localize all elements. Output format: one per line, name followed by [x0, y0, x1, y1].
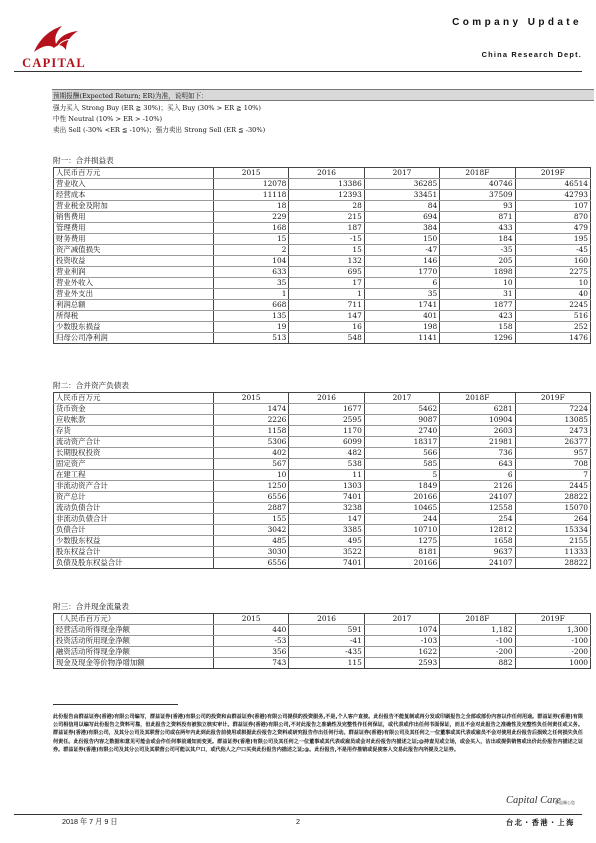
- row-label: 利润总额: [54, 300, 214, 311]
- table-cell: 871: [440, 212, 515, 223]
- row-label: 应收帐款: [54, 415, 214, 426]
- disclaimer-divider: [53, 704, 178, 705]
- table-cell: -200: [440, 647, 515, 658]
- table-cell: 1170: [289, 426, 364, 437]
- row-label: 非流动资产合计: [54, 481, 214, 492]
- table-cell: 28822: [515, 558, 590, 569]
- table-cell: 711: [289, 300, 364, 311]
- table-cell: 184: [440, 234, 515, 245]
- table-cell: 882: [440, 658, 515, 669]
- column-header-year: 2017: [364, 393, 439, 404]
- table-cell: 13085: [515, 415, 590, 426]
- row-label: 管理费用: [54, 223, 214, 234]
- table-cell: 40: [515, 289, 590, 300]
- balance-sheet-title: 附二：合并资产负债表: [53, 381, 129, 390]
- table-cell: 147: [289, 311, 364, 322]
- table-cell: 10: [440, 278, 515, 289]
- table-cell: 2603: [440, 426, 515, 437]
- table-cell: 15: [214, 234, 289, 245]
- table-cell: 633: [214, 267, 289, 278]
- table-cell: 198: [364, 322, 439, 333]
- table-cell: -41: [289, 636, 364, 647]
- table-cell: 2473: [515, 426, 590, 437]
- table-cell: 21981: [440, 437, 515, 448]
- table-row: [54, 503, 591, 514]
- table-cell: 548: [289, 333, 364, 344]
- report-type-title: Company Update: [452, 17, 582, 28]
- table-cell: 1158: [214, 426, 289, 437]
- table-cell: 244: [364, 514, 439, 525]
- row-label: 存货: [54, 426, 214, 437]
- table-cell: 28822: [515, 492, 590, 503]
- table-row: [54, 278, 591, 289]
- table-cell: 24107: [440, 492, 515, 503]
- table-row: [54, 481, 591, 492]
- table-cell: 6556: [214, 558, 289, 569]
- table-cell: 252: [515, 322, 590, 333]
- table-cell: 150: [364, 234, 439, 245]
- table-row: [54, 558, 591, 569]
- table-cell: 84: [364, 201, 439, 212]
- table-cell: 15070: [515, 503, 590, 514]
- row-label: 销售费用: [54, 212, 214, 223]
- column-header-year: 2018F: [440, 393, 515, 404]
- table-cell: 585: [364, 459, 439, 470]
- table-header-row: [54, 614, 591, 625]
- row-label: 经营活动所得现金净额: [54, 625, 214, 636]
- table-cell: 1677: [289, 404, 364, 415]
- table-cell: 93: [440, 201, 515, 212]
- table-cell: 2155: [515, 536, 590, 547]
- table-cell: 1658: [440, 536, 515, 547]
- table-cell: 12812: [440, 525, 515, 536]
- row-label: 营业利润: [54, 267, 214, 278]
- table-cell: 11333: [515, 547, 590, 558]
- office-cities: 台北・香港・上海: [506, 818, 575, 827]
- table-row: [54, 636, 591, 647]
- table-row: [54, 201, 591, 212]
- table-cell: 1849: [364, 481, 439, 492]
- table-cell: 12078: [214, 179, 289, 190]
- table-cell: 7401: [289, 558, 364, 569]
- table-cell: 10710: [364, 525, 439, 536]
- table-cell: 11: [289, 470, 364, 481]
- table-row: [54, 459, 591, 470]
- column-header-year: 2016: [289, 393, 364, 404]
- table-row: [54, 437, 591, 448]
- table-cell: -200: [515, 647, 590, 658]
- rating-definition-heading: 预期报酬(Expected Return; ER)为准，说明如下：: [52, 89, 594, 101]
- table-row: [54, 289, 591, 300]
- table-cell: 10465: [364, 503, 439, 514]
- row-label: 营业外支出: [54, 289, 214, 300]
- capital-care-brand-cn: 群益關心您: [555, 800, 575, 805]
- table-cell: -100: [515, 636, 590, 647]
- table-cell: 13386: [289, 179, 364, 190]
- table-cell: 513: [214, 333, 289, 344]
- table-row: [54, 322, 591, 333]
- row-label: 固定资产: [54, 459, 214, 470]
- table-cell: 9637: [440, 547, 515, 558]
- table-row: [54, 190, 591, 201]
- table-cell: 482: [289, 448, 364, 459]
- table-cell: 1476: [515, 333, 590, 344]
- logo-text: CAPITAL: [22, 56, 86, 70]
- table-cell: 538: [289, 459, 364, 470]
- table-cell: -435: [289, 647, 364, 658]
- table-row: [54, 525, 591, 536]
- table-cell: 42793: [515, 190, 590, 201]
- table-cell: 7224: [515, 404, 590, 415]
- table-cell: 567: [214, 459, 289, 470]
- table-cell: 591: [289, 625, 364, 636]
- table-cell: 146: [364, 256, 439, 267]
- table-cell: 9087: [364, 415, 439, 426]
- table-cell: 402: [214, 448, 289, 459]
- page-number: 2: [296, 817, 300, 826]
- row-label: 在建工程: [54, 470, 214, 481]
- table-row: [54, 536, 591, 547]
- column-header-year: 2017: [364, 614, 439, 625]
- column-header-unit: 人民币百万元: [54, 168, 214, 179]
- table-cell: 401: [364, 311, 439, 322]
- column-header-year: 2019F: [515, 614, 590, 625]
- table-cell: 2245: [515, 300, 590, 311]
- table-cell: 28: [289, 201, 364, 212]
- table-cell: 20166: [364, 558, 439, 569]
- table-cell: 6099: [289, 437, 364, 448]
- table-cell: 6: [364, 278, 439, 289]
- table-cell: 115: [289, 658, 364, 669]
- table-cell: 384: [364, 223, 439, 234]
- table-cell: 1898: [440, 267, 515, 278]
- table-cell: 135: [214, 311, 289, 322]
- cash-flow-title: 附三：合并现金流量表: [53, 602, 129, 611]
- row-label: 财务费用: [54, 234, 214, 245]
- table-row: [54, 267, 591, 278]
- table-row: [54, 404, 591, 415]
- table-cell: 16: [289, 322, 364, 333]
- header-divider: [14, 71, 582, 72]
- table-row: [54, 426, 591, 437]
- table-row: [54, 245, 591, 256]
- row-label: 现金及现金等价物净增加额: [54, 658, 214, 669]
- row-label: 融资活动所得现金净额: [54, 647, 214, 658]
- table-row: [54, 547, 591, 558]
- table-row: [54, 492, 591, 503]
- table-cell: 254: [440, 514, 515, 525]
- table-cell: 566: [364, 448, 439, 459]
- table-cell: -35: [440, 245, 515, 256]
- column-header-year: 2017: [364, 168, 439, 179]
- table-row: [54, 658, 591, 669]
- balance-sheet-table: [53, 392, 591, 569]
- table-cell: 31: [440, 289, 515, 300]
- table-row: [54, 234, 591, 245]
- row-label: 长期股权投资: [54, 448, 214, 459]
- table-cell: 694: [364, 212, 439, 223]
- row-label: 归母公司净利润: [54, 333, 214, 344]
- table-row: [54, 256, 591, 267]
- table-header-row: [54, 393, 591, 404]
- table-cell: 708: [515, 459, 590, 470]
- table-cell: 1296: [440, 333, 515, 344]
- table-cell: 736: [440, 448, 515, 459]
- column-header-unit: （人民币百万元）: [54, 614, 214, 625]
- table-cell: 695: [289, 267, 364, 278]
- income-statement-title: 附一：合并损益表: [53, 156, 114, 165]
- table-cell: 10904: [440, 415, 515, 426]
- table-cell: -15: [289, 234, 364, 245]
- table-cell: 2595: [289, 415, 364, 426]
- table-cell: 516: [515, 311, 590, 322]
- cash-flow-table: [53, 613, 591, 669]
- row-label: 流动资产合计: [54, 437, 214, 448]
- table-cell: 3238: [289, 503, 364, 514]
- table-cell: 1741: [364, 300, 439, 311]
- table-cell: 2126: [440, 481, 515, 492]
- row-label: 少数股东损益: [54, 322, 214, 333]
- table-row: [54, 448, 591, 459]
- table-cell: -45: [515, 245, 590, 256]
- row-label: 资产总计: [54, 492, 214, 503]
- table-cell: 264: [515, 514, 590, 525]
- table-cell: 10: [515, 278, 590, 289]
- capital-care-brand: Capital Care: [506, 795, 561, 806]
- table-row: [54, 625, 591, 636]
- table-cell: 195: [515, 234, 590, 245]
- table-row: [54, 415, 591, 426]
- table-cell: 15334: [515, 525, 590, 536]
- table-row: [54, 470, 591, 481]
- row-label: 经营成本: [54, 190, 214, 201]
- table-cell: 205: [440, 256, 515, 267]
- legal-disclaimer: 此份报告由群益证券(香港)有限公司编写，群益证券(香港)有限公司的投资和由群益证券(香港)有限公司提供的投资服务,不是,个人客户直接。此份报告不能复制或再分发或印刷报告之全部或部份内容以作任何用途。群益证券(香港)有限公司相信用以编写此份报告之资料可靠，但此报告之资料没有被独立核实审计。群益证券(香港)有限公司,不对此报告之准确性及完整性作任何保证，或代表或作出任何书面保证，而且不会对此报告之准确性及完整性负任何责任或义务。群益证券(香港)有限公司，及其分公司及其联营公司或在两年内此到此报告前使用或根据此份报告之资料或研究报告作出任何行动。群益证券(香港)有限公司及其任何之一位董事或其代表或雇员不会对使用此份报告后损致之任何损失负任何责任。此份报告内容之数据和意见可能会或会作任何事前通知而变更。群益证券(香港)有限公司及其任何之一位董事或其代表或雇员或会对此份报告内描述之证;@持查见或立场，或会买入，沽出或提供销售或出价此份报告内描述之证券。群益证券(香港)有限公司及其分公司及其联营公司可能以其户口，或代他人之户口买卖此份报告内描述之证;@。此份报告,不是用作推销或促使客人交易此报告内所提及之证券。: [53, 714, 583, 753]
- rating-line-neutral: 中性 Neutral (10% > ER > -10%): [53, 115, 163, 123]
- table-row: [54, 223, 591, 234]
- table-cell: 11118: [214, 190, 289, 201]
- table-cell: 107: [515, 201, 590, 212]
- row-label: 资产减值损失: [54, 245, 214, 256]
- table-cell: 10: [214, 470, 289, 481]
- row-label: 非流动负债合计: [54, 514, 214, 525]
- column-header-unit: 人民币百万元: [54, 393, 214, 404]
- capital-logo: [14, 22, 94, 70]
- table-cell: 2226: [214, 415, 289, 426]
- table-cell: 2445: [515, 481, 590, 492]
- table-cell: 35: [364, 289, 439, 300]
- table-cell: 7401: [289, 492, 364, 503]
- table-cell: 3385: [289, 525, 364, 536]
- row-label: 投资收益: [54, 256, 214, 267]
- row-label: 负债及股东权益合计: [54, 558, 214, 569]
- table-cell: 643: [440, 459, 515, 470]
- table-cell: 5462: [364, 404, 439, 415]
- row-label: 投资活动所用现金净额: [54, 636, 214, 647]
- table-cell: 1770: [364, 267, 439, 278]
- table-cell: 1,300: [515, 625, 590, 636]
- table-cell: 3522: [289, 547, 364, 558]
- table-cell: 6556: [214, 492, 289, 503]
- footer-divider: [14, 814, 582, 815]
- table-cell: 6: [440, 470, 515, 481]
- row-label: 营业税金及附加: [54, 201, 214, 212]
- table-cell: 1074: [364, 625, 439, 636]
- table-cell: 132: [289, 256, 364, 267]
- table-cell: 870: [515, 212, 590, 223]
- table-row: [54, 647, 591, 658]
- column-header-year: 2015: [214, 393, 289, 404]
- column-header-year: 2016: [289, 614, 364, 625]
- table-cell: 33451: [364, 190, 439, 201]
- table-cell: 5: [364, 470, 439, 481]
- column-header-year: 2016: [289, 168, 364, 179]
- rating-line-sell: 卖出 Sell (-30% <ER ≦ -10%)；强力卖出 Strong Sell (ER ≦ -30%): [53, 126, 266, 134]
- table-cell: 19: [214, 322, 289, 333]
- table-cell: 2: [214, 245, 289, 256]
- table-row: [54, 212, 591, 223]
- row-label: 股东权益合计: [54, 547, 214, 558]
- phoenix-logo-icon: [14, 22, 94, 56]
- table-cell: 8181: [364, 547, 439, 558]
- table-cell: 229: [214, 212, 289, 223]
- table-cell: 46514: [515, 179, 590, 190]
- table-cell: 2275: [515, 267, 590, 278]
- table-row: [54, 179, 591, 190]
- column-header-year: 2018F: [440, 168, 515, 179]
- table-cell: 36285: [364, 179, 439, 190]
- row-label: 营业外收入: [54, 278, 214, 289]
- row-label: 少数股东权益: [54, 536, 214, 547]
- table-cell: 18: [214, 201, 289, 212]
- table-cell: -103: [364, 636, 439, 647]
- table-cell: 26377: [515, 437, 590, 448]
- table-cell: 3030: [214, 547, 289, 558]
- table-cell: 40746: [440, 179, 515, 190]
- table-cell: 495: [289, 536, 364, 547]
- table-header-row: [54, 168, 591, 179]
- table-cell: 3042: [214, 525, 289, 536]
- column-header-year: 2019F: [515, 393, 590, 404]
- table-cell: 1474: [214, 404, 289, 415]
- table-cell: 1141: [364, 333, 439, 344]
- table-cell: 1877: [440, 300, 515, 311]
- row-label: 营业收入: [54, 179, 214, 190]
- table-cell: 12558: [440, 503, 515, 514]
- column-header-year: 2015: [214, 168, 289, 179]
- table-cell: -47: [364, 245, 439, 256]
- table-cell: 215: [289, 212, 364, 223]
- table-cell: 147: [289, 514, 364, 525]
- table-cell: -100: [440, 636, 515, 647]
- table-cell: 957: [515, 448, 590, 459]
- row-label: 负债合计: [54, 525, 214, 536]
- table-cell: 187: [289, 223, 364, 234]
- table-cell: 433: [440, 223, 515, 234]
- department-name: China Research Dept.: [481, 50, 582, 59]
- report-date: 2018 年 7 月 9 日: [62, 817, 118, 826]
- table-cell: 18317: [364, 437, 439, 448]
- table-cell: 668: [214, 300, 289, 311]
- row-label: 货币资金: [54, 404, 214, 415]
- table-cell: 155: [214, 514, 289, 525]
- table-cell: 158: [440, 322, 515, 333]
- table-cell: 485: [214, 536, 289, 547]
- table-cell: 17: [289, 278, 364, 289]
- table-cell: 2887: [214, 503, 289, 514]
- table-cell: 440: [214, 625, 289, 636]
- table-cell: 35: [214, 278, 289, 289]
- table-cell: 6281: [440, 404, 515, 415]
- table-cell: 24107: [440, 558, 515, 569]
- column-header-year: 2015: [214, 614, 289, 625]
- row-label: 流动负债合计: [54, 503, 214, 514]
- table-cell: 5306: [214, 437, 289, 448]
- table-cell: 1: [214, 289, 289, 300]
- row-label: 所得税: [54, 311, 214, 322]
- table-cell: 1622: [364, 647, 439, 658]
- table-cell: 1,182: [440, 625, 515, 636]
- table-cell: 160: [515, 256, 590, 267]
- table-cell: 168: [214, 223, 289, 234]
- table-cell: 104: [214, 256, 289, 267]
- table-cell: 479: [515, 223, 590, 234]
- table-row: [54, 514, 591, 525]
- table-row: [54, 311, 591, 322]
- table-cell: 15: [289, 245, 364, 256]
- table-cell: 1000: [515, 658, 590, 669]
- rating-line-buy: 强力买入 Strong Buy (ER ≧ 30%)；买入 Buy (30% > ER ≧ 10%): [53, 104, 261, 112]
- table-cell: 743: [214, 658, 289, 669]
- table-cell: -53: [214, 636, 289, 647]
- income-statement-table: [53, 167, 591, 344]
- column-header-year: 2019F: [515, 168, 590, 179]
- table-cell: 1250: [214, 481, 289, 492]
- column-header-year: 2018F: [440, 614, 515, 625]
- table-cell: 1303: [289, 481, 364, 492]
- table-cell: 2593: [364, 658, 439, 669]
- table-cell: 37509: [440, 190, 515, 201]
- table-row: [54, 333, 591, 344]
- table-cell: 7: [515, 470, 590, 481]
- table-cell: 12393: [289, 190, 364, 201]
- table-cell: 2740: [364, 426, 439, 437]
- table-cell: 20166: [364, 492, 439, 503]
- table-cell: 356: [214, 647, 289, 658]
- table-cell: 1: [289, 289, 364, 300]
- table-row: [54, 300, 591, 311]
- table-cell: 423: [440, 311, 515, 322]
- table-cell: 1275: [364, 536, 439, 547]
